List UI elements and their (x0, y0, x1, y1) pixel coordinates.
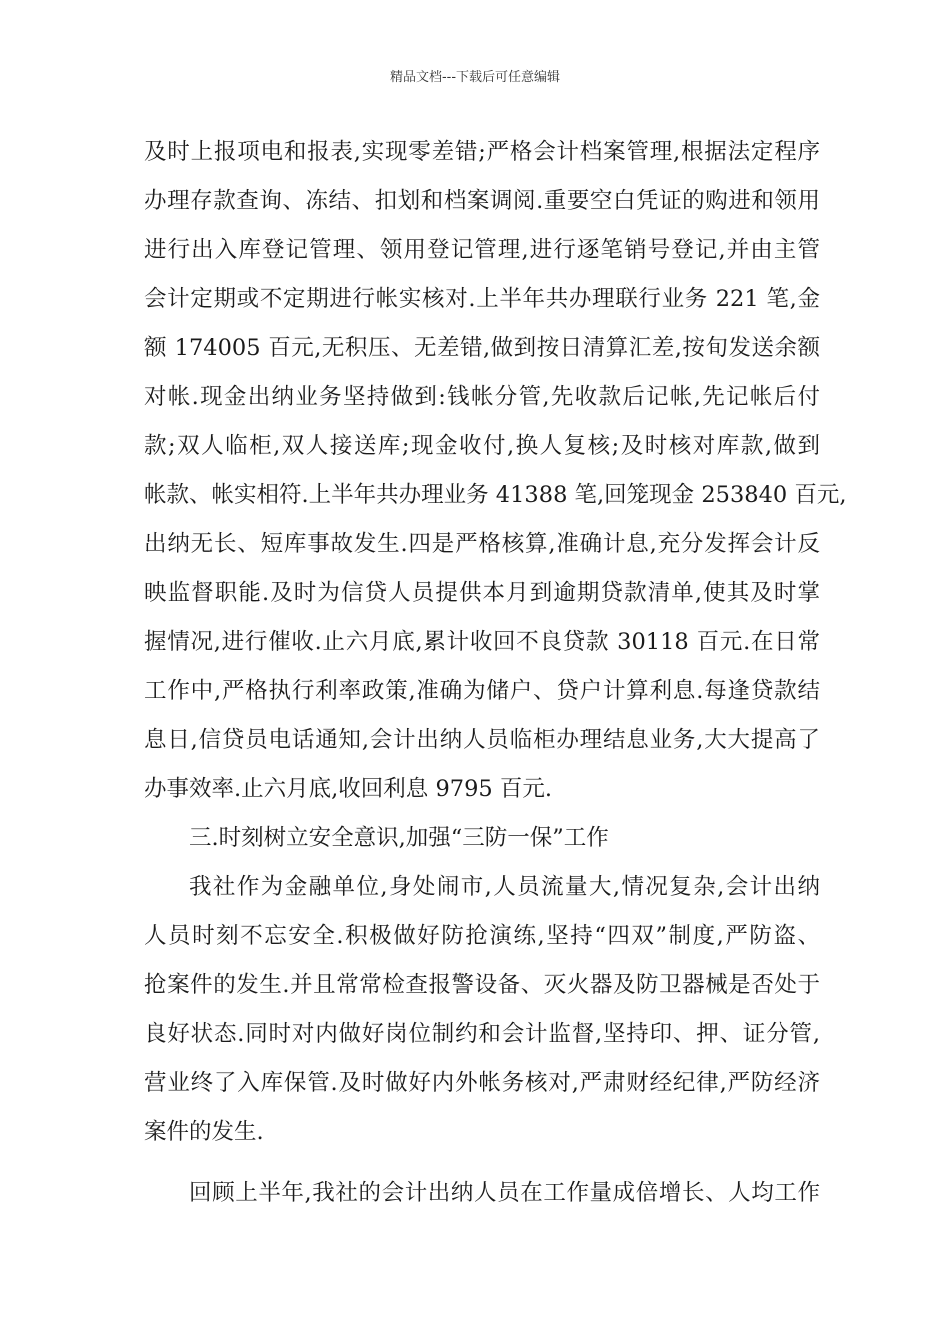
text-line: 抢案件的发生.并且常常检查报警设备、灭火器及防卫器械是否处于 (144, 972, 820, 998)
text-line: 出纳无长、短库事故发生.四是严格核算,准确计息,充分发挥会计反 (144, 531, 820, 557)
text-line: 三.时刻树立安全意识,加强“三防一保”工作 (189, 825, 609, 851)
text-line: 及时上报项电和报表,实现零差错;严格会计档案管理,根据法定程序 (144, 139, 820, 165)
text-line: 办事效率.止六月底,收回利息 9795 百元. (144, 776, 553, 802)
document-body (144, 128, 847, 1218)
text-line: 帐款、帐实相符.上半年共办理业务 41388 笔,回笼现金 253840 百元, (144, 482, 847, 508)
text-line: 工作中,严格执行利率政策,准确为储户、贷户计算利息.每逢贷款结 (144, 678, 820, 704)
text-line: 款;双人临柜,双人接送库;现金收付,换人复核;及时核对库款,做到 (144, 433, 820, 459)
text-line: 回顾上半年,我社的会计出纳人员在工作量成倍增长、人均工作 (189, 1180, 820, 1206)
section-heading (144, 814, 820, 863)
paragraph-gap (144, 1157, 820, 1169)
text-line: 案件的发生. (144, 1119, 264, 1145)
text-line: 良好状态.同时对内做好岗位制约和会计监督,坚持印、押、证分管, (144, 1021, 820, 1047)
text-line: 额 174005 百元,无积压、无差错,做到按日清算汇差,按旬发送余额 (144, 335, 820, 361)
text-line: 营业终了入库保管.及时做好内外帐务核对,严肃财经纪律,严防经济 (144, 1070, 820, 1096)
paragraph (144, 863, 820, 1157)
text-line: 会计定期或不定期进行帐实核对.上半年共办理联行业务 221 笔,金 (144, 286, 820, 312)
text-line: 办理存款查询、冻结、扣划和档案调阅.重要空白凭证的购进和领用 (144, 188, 820, 214)
text-line: 握情况,进行催收.止六月底,累计收回不良贷款 30118 百元.在日常 (144, 629, 820, 655)
text-line: 进行出入库登记管理、领用登记管理,进行逐笔销号登记,并由主管 (144, 237, 820, 263)
paragraph (144, 1169, 820, 1218)
text-line: 人员时刻不忘安全.积极做好防抢演练,坚持“四双”制度,严防盗、 (144, 923, 820, 949)
text-line: 映监督职能.及时为信贷人员提供本月到逾期贷款清单,使其及时掌 (144, 580, 820, 606)
page-header: 精品文档---下载后可任意编辑 (389, 70, 561, 85)
text-line: 对帐.现金出纳业务坚持做到:钱帐分管,先收款后记帐,先记帐后付 (144, 384, 820, 410)
text-line: 息日,信贷员电话通知,会计出纳人员临柜办理结息业务,大大提高了 (144, 727, 820, 753)
paragraph (144, 128, 847, 814)
text-line: 我社作为金融单位,身处闹市,人员流量大,情况复杂,会计出纳 (189, 874, 820, 900)
